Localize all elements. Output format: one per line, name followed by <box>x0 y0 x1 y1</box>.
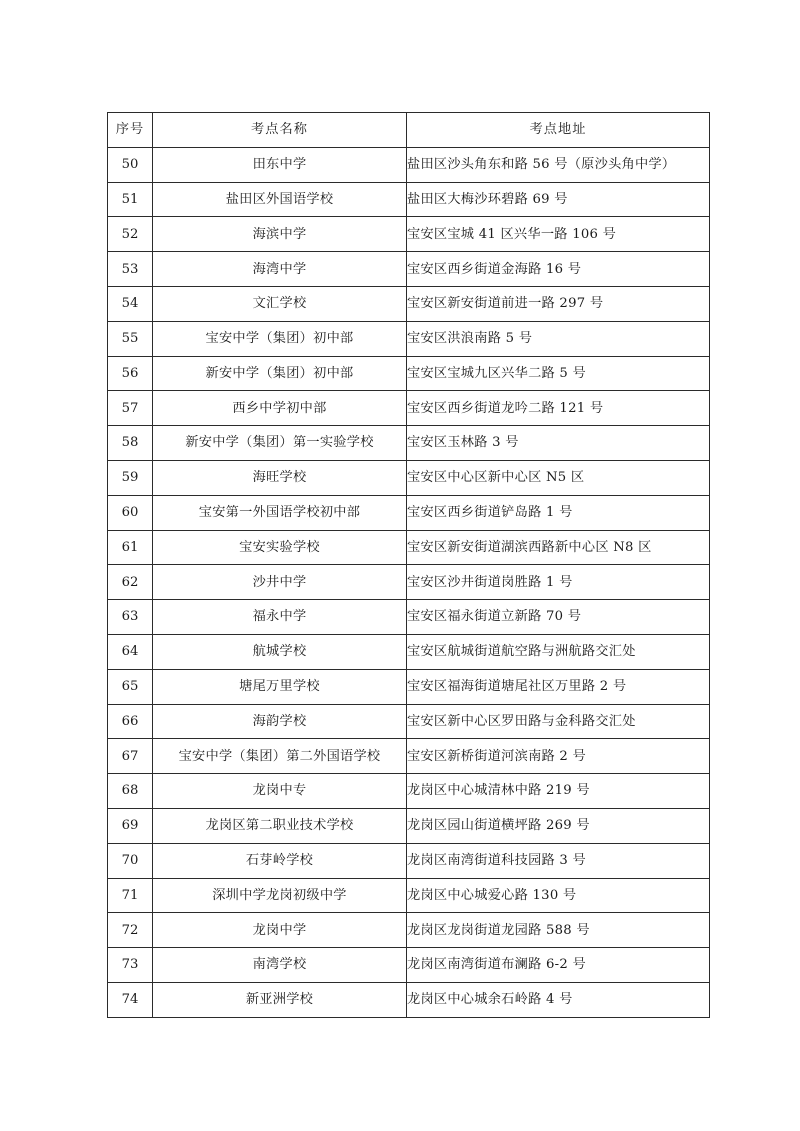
cell-sequence-number: 68 <box>108 774 153 809</box>
cell-site-address: 龙岗区龙岗街道龙园路 588 号 <box>407 913 710 948</box>
cell-sequence-number: 69 <box>108 808 153 843</box>
cell-sequence-number: 60 <box>108 495 153 530</box>
cell-site-name: 沙井中学 <box>153 565 407 600</box>
cell-sequence-number: 70 <box>108 843 153 878</box>
cell-site-name: 海旺学校 <box>153 460 407 495</box>
table-row <box>108 530 710 565</box>
table-row <box>108 982 710 1017</box>
cell-site-name: 龙岗区第二职业技术学校 <box>153 808 407 843</box>
table-row <box>108 774 710 809</box>
cell-sequence-number: 58 <box>108 426 153 461</box>
column-header-addr: 考点地址 <box>407 113 710 148</box>
table-header-row <box>108 113 710 148</box>
cell-site-address: 宝安区宝城 41 区兴华一路 106 号 <box>407 217 710 252</box>
table-row <box>108 321 710 356</box>
cell-sequence-number: 61 <box>108 530 153 565</box>
cell-site-address: 宝安区中心区新中心区 N5 区 <box>407 460 710 495</box>
cell-site-name: 航城学校 <box>153 634 407 669</box>
cell-site-name: 宝安中学（集团）初中部 <box>153 321 407 356</box>
cell-sequence-number: 54 <box>108 286 153 321</box>
cell-site-address: 盐田区沙头角东和路 56 号（原沙头角中学） <box>407 147 710 182</box>
table-body <box>108 147 710 1017</box>
table-row <box>108 217 710 252</box>
cell-sequence-number: 55 <box>108 321 153 356</box>
cell-sequence-number: 63 <box>108 600 153 635</box>
cell-sequence-number: 50 <box>108 147 153 182</box>
cell-sequence-number: 53 <box>108 252 153 287</box>
cell-sequence-number: 56 <box>108 356 153 391</box>
table-row <box>108 948 710 983</box>
cell-site-name: 田东中学 <box>153 147 407 182</box>
cell-site-name: 龙岗中学 <box>153 913 407 948</box>
cell-sequence-number: 59 <box>108 460 153 495</box>
table-row <box>108 669 710 704</box>
cell-sequence-number: 65 <box>108 669 153 704</box>
table-row <box>108 565 710 600</box>
cell-site-address: 宝安区玉林路 3 号 <box>407 426 710 461</box>
table-row <box>108 147 710 182</box>
cell-site-address: 宝安区新安街道前进一路 297 号 <box>407 286 710 321</box>
cell-site-name: 海滨中学 <box>153 217 407 252</box>
exam-sites-table <box>107 112 710 1018</box>
cell-site-address: 宝安区沙井街道岗胜路 1 号 <box>407 565 710 600</box>
cell-site-name: 龙岗中专 <box>153 774 407 809</box>
cell-site-address: 宝安区新桥街道河滨南路 2 号 <box>407 739 710 774</box>
cell-site-name: 新安中学（集团）初中部 <box>153 356 407 391</box>
table-row <box>108 913 710 948</box>
table-row <box>108 634 710 669</box>
cell-site-address: 宝安区福永街道立新路 70 号 <box>407 600 710 635</box>
cell-site-address: 龙岗区南湾街道科技园路 3 号 <box>407 843 710 878</box>
cell-site-name: 新亚洲学校 <box>153 982 407 1017</box>
table-row <box>108 460 710 495</box>
cell-site-address: 宝安区航城街道航空路与洲航路交汇处 <box>407 634 710 669</box>
cell-sequence-number: 64 <box>108 634 153 669</box>
cell-site-address: 盐田区大梅沙环碧路 69 号 <box>407 182 710 217</box>
cell-site-name: 福永中学 <box>153 600 407 635</box>
cell-site-address: 宝安区新中心区罗田路与金科路交汇处 <box>407 704 710 739</box>
column-header-name: 考点名称 <box>153 113 407 148</box>
cell-site-address: 龙岗区中心城余石岭路 4 号 <box>407 982 710 1017</box>
cell-sequence-number: 71 <box>108 878 153 913</box>
cell-site-address: 宝安区西乡街道铲岛路 1 号 <box>407 495 710 530</box>
cell-site-address: 龙岗区中心城爱心路 130 号 <box>407 878 710 913</box>
cell-sequence-number: 62 <box>108 565 153 600</box>
cell-site-name: 盐田区外国语学校 <box>153 182 407 217</box>
table-row <box>108 182 710 217</box>
table-row <box>108 878 710 913</box>
cell-site-name: 宝安中学（集团）第二外国语学校 <box>153 739 407 774</box>
cell-site-name: 南湾学校 <box>153 948 407 983</box>
cell-sequence-number: 51 <box>108 182 153 217</box>
cell-sequence-number: 67 <box>108 739 153 774</box>
cell-site-address: 宝安区西乡街道龙吟二路 121 号 <box>407 391 710 426</box>
cell-site-name: 宝安第一外国语学校初中部 <box>153 495 407 530</box>
cell-site-address: 宝安区洪浪南路 5 号 <box>407 321 710 356</box>
cell-sequence-number: 66 <box>108 704 153 739</box>
cell-sequence-number: 74 <box>108 982 153 1017</box>
cell-site-address: 宝安区福海街道塘尾社区万里路 2 号 <box>407 669 710 704</box>
cell-site-address: 宝安区宝城九区兴华二路 5 号 <box>407 356 710 391</box>
cell-site-name: 深圳中学龙岗初级中学 <box>153 878 407 913</box>
table-row <box>108 739 710 774</box>
table-row <box>108 600 710 635</box>
table-header <box>108 113 710 148</box>
table-row <box>108 252 710 287</box>
cell-site-address: 宝安区西乡街道金海路 16 号 <box>407 252 710 287</box>
cell-site-name: 宝安实验学校 <box>153 530 407 565</box>
table-row <box>108 391 710 426</box>
table-row <box>108 356 710 391</box>
cell-sequence-number: 52 <box>108 217 153 252</box>
cell-sequence-number: 57 <box>108 391 153 426</box>
table-row <box>108 286 710 321</box>
cell-site-name: 海湾中学 <box>153 252 407 287</box>
table-row <box>108 704 710 739</box>
cell-site-name: 海韵学校 <box>153 704 407 739</box>
cell-site-name: 新安中学（集团）第一实验学校 <box>153 426 407 461</box>
cell-site-address: 龙岗区南湾街道布澜路 6-2 号 <box>407 948 710 983</box>
cell-site-address: 宝安区新安街道湖滨西路新中心区 N8 区 <box>407 530 710 565</box>
cell-site-name: 石芽岭学校 <box>153 843 407 878</box>
table-row <box>108 426 710 461</box>
cell-site-name: 文汇学校 <box>153 286 407 321</box>
table-row <box>108 843 710 878</box>
cell-site-name: 西乡中学初中部 <box>153 391 407 426</box>
cell-site-address: 龙岗区园山街道横坪路 269 号 <box>407 808 710 843</box>
cell-site-address: 龙岗区中心城清林中路 219 号 <box>407 774 710 809</box>
table-row <box>108 808 710 843</box>
column-header-seq: 序号 <box>108 113 153 148</box>
cell-sequence-number: 72 <box>108 913 153 948</box>
cell-site-name: 塘尾万里学校 <box>153 669 407 704</box>
cell-sequence-number: 73 <box>108 948 153 983</box>
table-row <box>108 495 710 530</box>
